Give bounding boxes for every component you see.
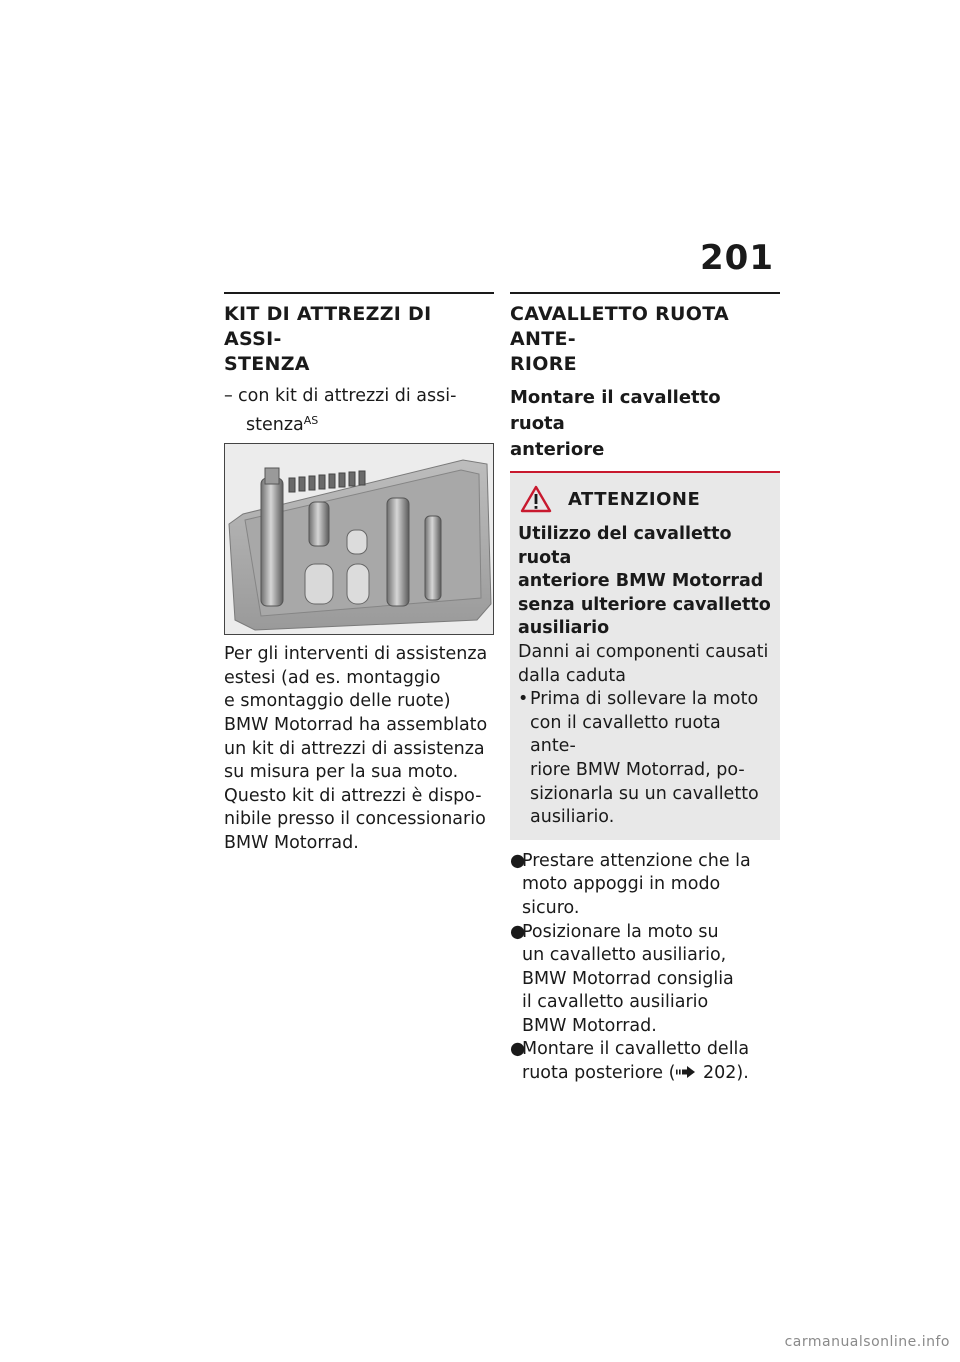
watermark: carmanualsonline.info [784, 1334, 950, 1350]
section-heading-front-stand: CAVALLETTO RUOTA ANTE- RIORE [510, 303, 729, 375]
warning-consequence: Danni ai componenti causati dalla caduta [518, 641, 769, 686]
warning-title: ATTENZIONE [568, 488, 701, 510]
toolkit-illustration [225, 444, 493, 634]
page-reference-link[interactable]: 202 [703, 1063, 737, 1084]
warning-triangle-icon [520, 485, 552, 513]
note-dash: – [224, 386, 233, 406]
toolkit-image [224, 443, 494, 635]
list-item: ● Montare il cavalletto della ruota posteriore ( 202). [510, 1039, 750, 1084]
equipment-code: AS [303, 413, 319, 427]
toolkit-description: Per gli interventi di assistenza estesi (ad es. montaggio e smontaggio delle ruote) BMW Motorrad ha assemblato un kit di attrezzi di assistenza su misura per la sua moto. Questo kit di attrezzi è dispo- nibile presso il concessionario BMW Motorrad. [224, 644, 488, 853]
page-reference-arrow-icon [675, 1065, 697, 1079]
right-column [510, 292, 780, 1086]
section-heading-toolkit: KIT DI ATTREZZI DI ASSI- STENZA [224, 303, 432, 375]
heading-rule [224, 292, 494, 294]
list-item: ● Prestare attenzione che la moto appoggi in modo sicuro. [510, 850, 751, 918]
warning-instruction: • Prima di sollevare la moto con il cavalletto ruota ante- riore BMW Motorrad, po- sizionarla su un cavalletto ausiliario. [518, 689, 759, 828]
warning-box [510, 471, 780, 840]
page-number: 201 [700, 238, 774, 278]
warning-hazard: Utilizzo del cavalletto ruota anteriore BMW Motorrad senza ulteriore cavalletto ausiliario [518, 524, 771, 639]
heading-rule [510, 292, 780, 294]
equipment-note: – con kit di attrezzi di assi- stenza$^{AS}$ [224, 385, 494, 437]
subheading-mount-stand: Montare il cavalletto ruota anteriore [510, 387, 721, 460]
list-item: ● Posizionare la moto su un cavalletto ausiliario, BMW Motorrad consiglia il cavalletto ausiliario BMW Motorrad. [510, 921, 734, 1036]
left-column [224, 292, 494, 856]
